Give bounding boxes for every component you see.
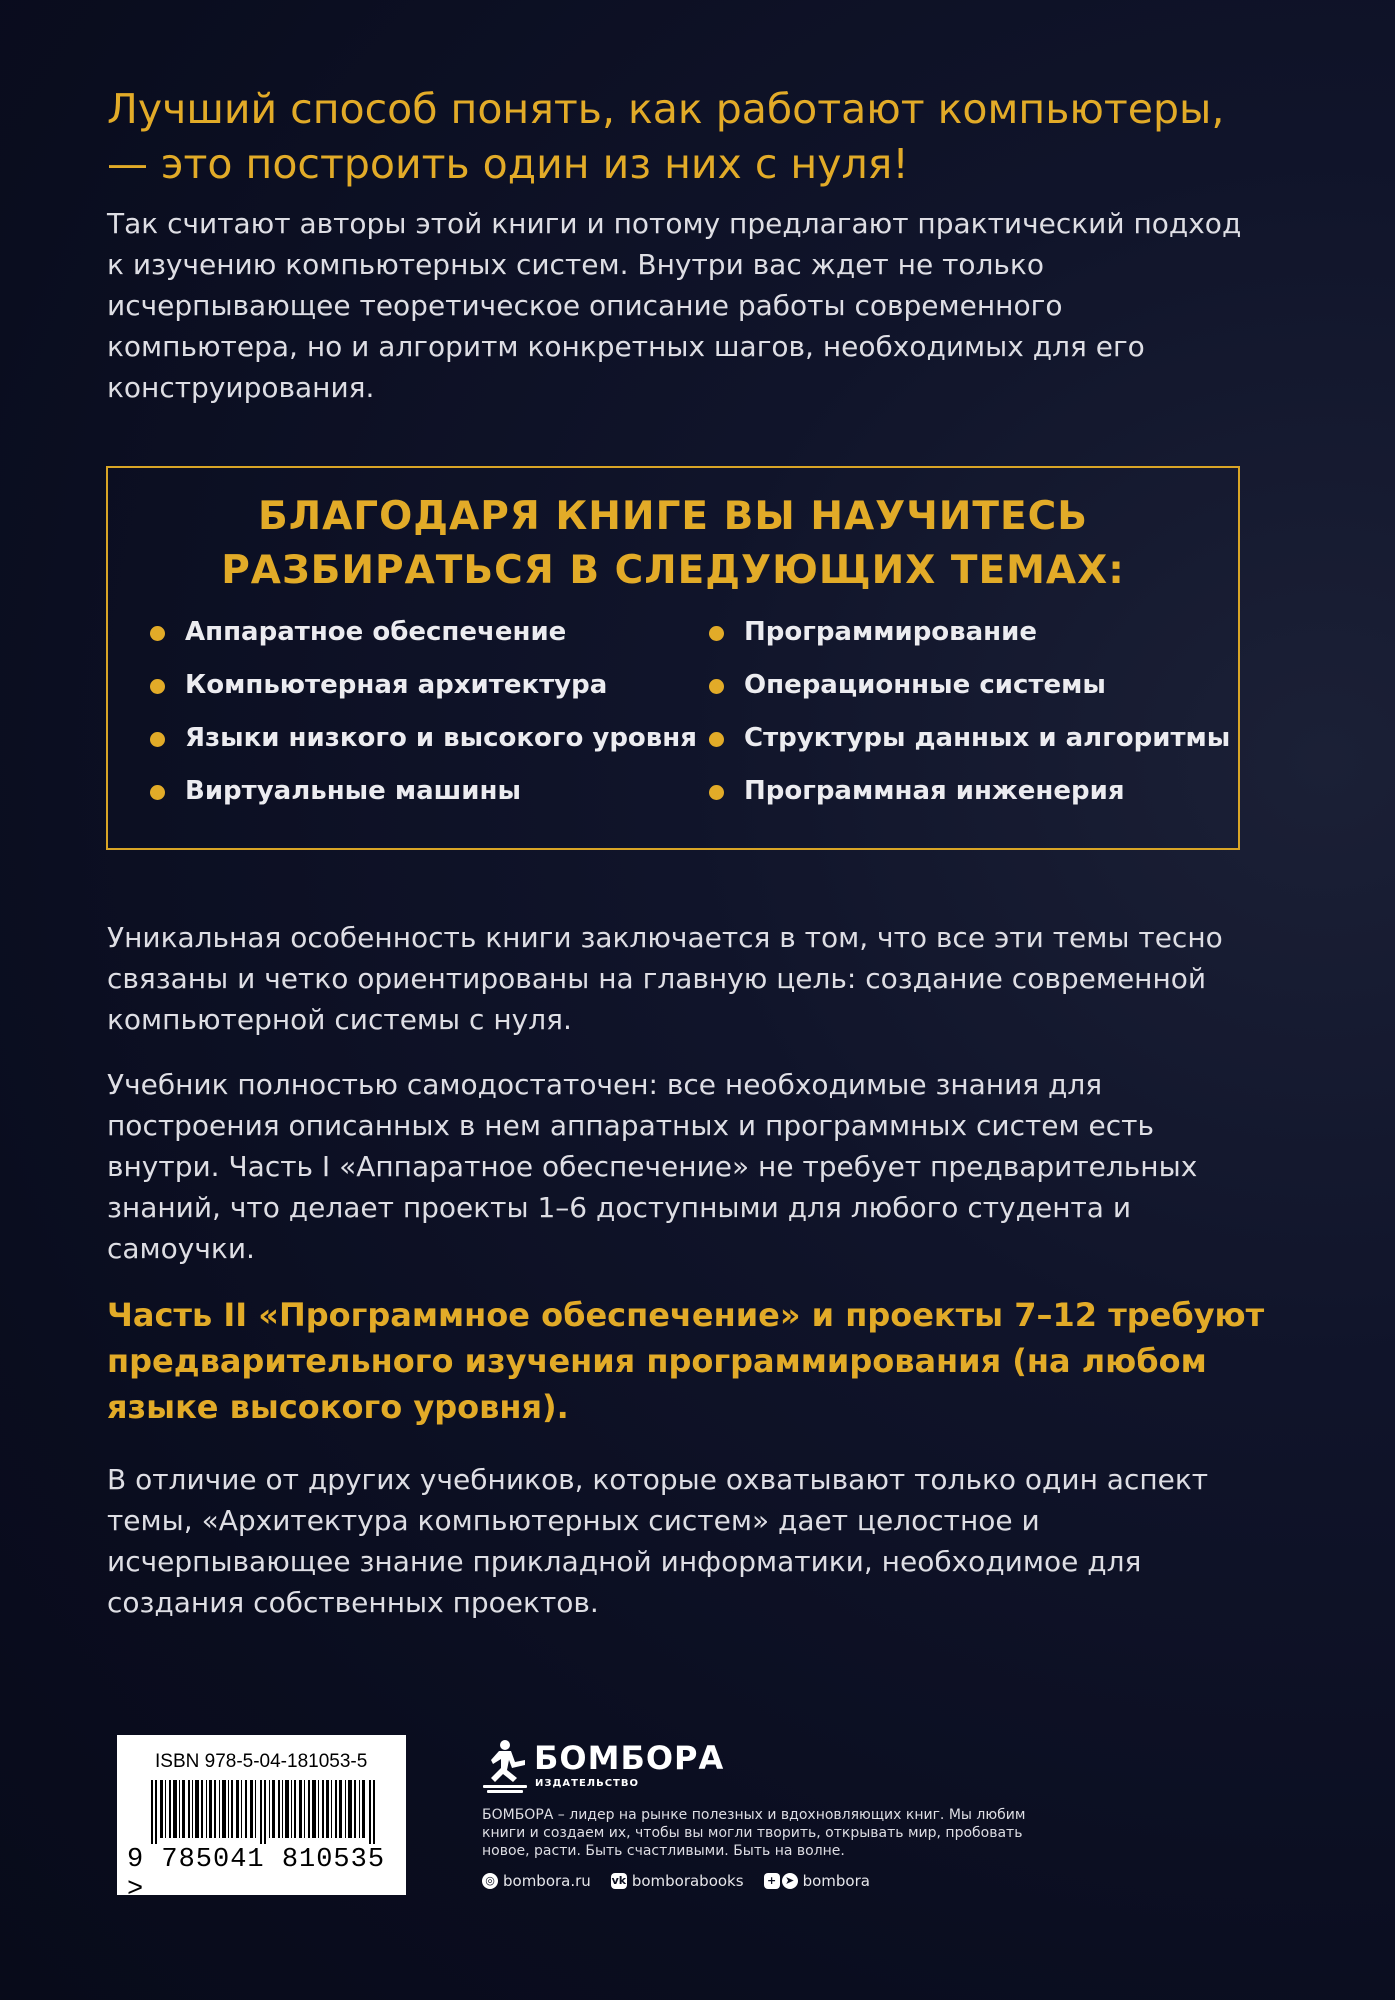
ean-digits: 9 785041 810535 > bbox=[127, 1845, 386, 1905]
comparison-paragraph: В отличие от других учебников, которые охватывают только один аспект темы, «Архитектура компьютерных систем» дает целостное и исчерпывающее знание прикладной информатики, необходимое для создания собственных проектов. bbox=[107, 1463, 1209, 1619]
topics-left-column bbox=[150, 614, 697, 826]
isbn-number: ISBN 978-5-04-181053-5 bbox=[155, 1751, 368, 1772]
topic-item bbox=[150, 667, 697, 720]
unique-paragraph: Уникальная особенность книги заключается в том, что все эти темы тесно связаны и четко ориентированы на главную цель: создание современной компьютерной системы с нуля. bbox=[107, 921, 1223, 1036]
topic-label: Языки низкого и высокого уровня bbox=[185, 723, 697, 753]
bullet-dot-icon bbox=[709, 732, 724, 747]
topic-label: Программирование bbox=[744, 617, 1037, 647]
topics-heading-line-2: РАЗБИРАТЬСЯ В СЛЕДУЮЩИХ ТЕМАХ: bbox=[221, 548, 1125, 593]
bullet-dot-icon bbox=[150, 626, 165, 641]
topic-item bbox=[709, 773, 1230, 826]
vk-icon: vk bbox=[611, 1874, 627, 1887]
self-contained-paragraph: Учебник полностью самодостаточен: все необходимые знания для построения описанных в нем аппаратных и программных систем есть внутри. Часть I «Аппаратное обеспечение» не требует предварительных знаний, что делает проекты 1–6 доступными для любого студента и самоучки. bbox=[107, 1068, 1198, 1265]
topics-heading-line-1: БЛАГОДАРЯ КНИГЕ ВЫ НАУЧИТЕСЬ bbox=[258, 494, 1088, 539]
topic-item bbox=[709, 720, 1230, 773]
social-label: bomborabooks bbox=[631, 1872, 744, 1890]
headline: Лучший способ понять, как работают компьютеры, — это построить один из них с нуля! bbox=[107, 85, 1225, 188]
bullet-dot-icon bbox=[709, 785, 724, 800]
topic-item bbox=[150, 614, 697, 667]
topic-label: Виртуальные машины bbox=[185, 776, 521, 806]
topics-heading bbox=[108, 490, 1238, 598]
topic-label: Программная инженерия bbox=[744, 776, 1125, 806]
social-label: bombora.ru bbox=[503, 1872, 591, 1890]
publisher-description: БОМБОРА – лидер на рынке полезных и вдохновляющих книг. Мы любим книги и создаем их, чтобы вы могли творить, открывать мир, пробовать новое, расти. Быть счастливыми. Быть на волне. bbox=[482, 1807, 1026, 1859]
topics-right-column bbox=[709, 614, 1230, 826]
topic-item bbox=[150, 720, 697, 773]
barcode-bars-icon bbox=[151, 1780, 376, 1844]
bullet-dot-icon bbox=[709, 626, 724, 641]
publisher-name: БОМБОРА bbox=[534, 1739, 725, 1777]
bullet-dot-icon bbox=[150, 732, 165, 747]
topic-item bbox=[709, 614, 1230, 667]
bullet-dot-icon bbox=[150, 785, 165, 800]
topic-label: Аппаратное обеспечение bbox=[185, 617, 567, 647]
social-link-website[interactable] bbox=[482, 1872, 591, 1890]
plus-icon: + bbox=[764, 1873, 780, 1889]
social-label: bombora bbox=[802, 1872, 870, 1890]
intro-paragraph: Так считают авторы этой книги и потому предлагают практический подход к изучению компьютерных систем. Внутри вас ждет не только исчерпывающее теоретическое описание работы современного компьютера, но и алгоритм конкретных шагов, необходимых для его конструирования. bbox=[107, 207, 1242, 404]
globe-icon: ◎ bbox=[482, 1873, 498, 1889]
bullet-dot-icon bbox=[150, 679, 165, 694]
social-links bbox=[482, 1870, 890, 1892]
topic-label: Операционные системы bbox=[744, 670, 1106, 700]
social-link-telegram[interactable] bbox=[764, 1872, 870, 1890]
bombora-runner-logo-icon bbox=[481, 1738, 529, 1796]
topic-label: Компьютерная архитектура bbox=[185, 670, 608, 700]
social-link-vk[interactable] bbox=[611, 1872, 744, 1890]
highlight-paragraph: Часть II «Программное обеспечение» и проекты 7–12 требуют предварительного изучения программирования (на любом языке высокого уровня). bbox=[107, 1296, 1265, 1426]
publisher-subtitle: ИЗДАТЕЛЬСТВО bbox=[535, 1778, 639, 1789]
topics-box bbox=[106, 466, 1240, 850]
topic-label: Структуры данных и алгоритмы bbox=[744, 723, 1231, 753]
topic-item bbox=[150, 773, 697, 826]
topic-item bbox=[709, 667, 1230, 720]
isbn-barcode bbox=[117, 1735, 406, 1905]
bullet-dot-icon bbox=[709, 679, 724, 694]
publisher-logo[interactable] bbox=[481, 1738, 725, 1802]
telegram-icon: ➤ bbox=[782, 1873, 798, 1889]
